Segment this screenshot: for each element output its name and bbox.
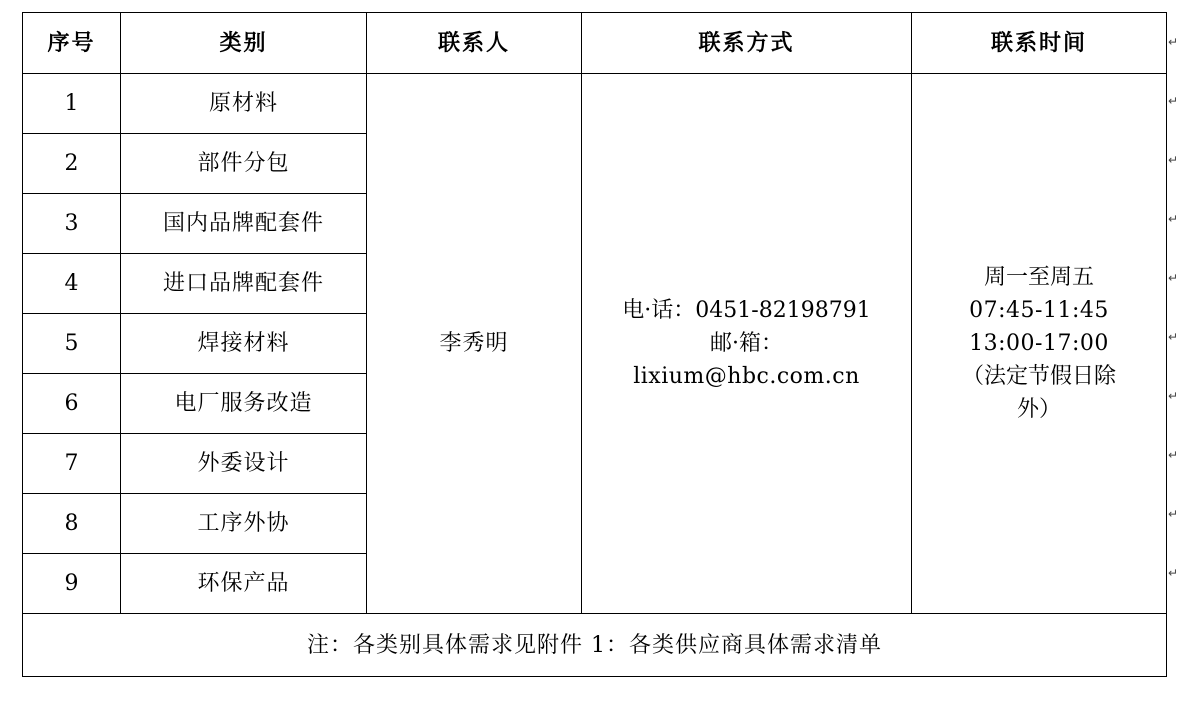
header-cell-no: 序号 [23, 13, 121, 74]
contact-line-phone: 电·话：0451-82198791 [622, 298, 871, 323]
cell-category: 焊接材料 [121, 314, 367, 374]
cell-category: 进口品牌配套件 [121, 254, 367, 314]
contact-line-email-label: 邮·箱： [710, 331, 783, 356]
paragraph-mark-icon: ↵ [1168, 330, 1179, 344]
paragraph-mark-icon: ↵ [1168, 94, 1179, 108]
cell-no: 7 [23, 434, 121, 494]
header-cell-category: 类别 [121, 13, 367, 74]
cell-category: 原材料 [121, 74, 367, 134]
cell-category: 电厂服务改造 [121, 374, 367, 434]
table-row [23, 74, 1167, 134]
cell-no: 3 [23, 194, 121, 254]
paragraph-mark-icon: ↵ [1168, 448, 1179, 462]
cell-category: 环保产品 [121, 554, 367, 614]
table-note: 注：各类别具体需求见附件 1：各类供应商具体需求清单 [23, 614, 1167, 677]
time-line-4: （法定节假日除 [961, 364, 1116, 389]
cell-category: 国内品牌配套件 [121, 194, 367, 254]
paragraph-mark-icon: ↵ [1168, 389, 1179, 403]
paragraph-mark-icon: ↵ [1168, 212, 1179, 226]
cell-no: 1 [23, 74, 121, 134]
paragraph-mark-icon: ↵ [1168, 271, 1179, 285]
cell-category: 外委设计 [121, 434, 367, 494]
paragraph-mark-column [1168, 12, 1182, 603]
cell-category: 工序外协 [121, 494, 367, 554]
time-line-3: 13:00-17:00 [969, 331, 1109, 356]
cell-time [912, 74, 1167, 614]
cell-no: 8 [23, 494, 121, 554]
cell-no: 4 [23, 254, 121, 314]
paragraph-mark-icon: ↵ [1168, 35, 1179, 49]
header-cell-person: 联系人 [367, 13, 582, 74]
header-cell-time: 联系时间 [912, 13, 1167, 74]
supplier-contact-table [22, 12, 1167, 677]
header-cell-contact: 联系方式 [582, 13, 912, 74]
time-line-5: 外） [1016, 397, 1061, 422]
cell-person: 李秀明 [367, 74, 582, 614]
paragraph-mark-icon: ↵ [1168, 153, 1179, 167]
paragraph-mark-icon: ↵ [1168, 507, 1179, 521]
contact-line-email-value: lixium@hbc.com.cn [633, 364, 860, 389]
cell-no: 6 [23, 374, 121, 434]
paragraph-mark-icon: ↵ [1168, 566, 1179, 580]
cell-contact [582, 74, 912, 614]
cell-no: 9 [23, 554, 121, 614]
cell-category: 部件分包 [121, 134, 367, 194]
time-line-1: 周一至周五 [983, 265, 1094, 290]
table-note-row [23, 614, 1167, 677]
cell-no: 5 [23, 314, 121, 374]
time-line-2: 07:45-11:45 [969, 298, 1109, 323]
cell-no: 2 [23, 134, 121, 194]
table-header-row [23, 13, 1167, 74]
supplier-contact-table-wrapper [22, 12, 1166, 677]
